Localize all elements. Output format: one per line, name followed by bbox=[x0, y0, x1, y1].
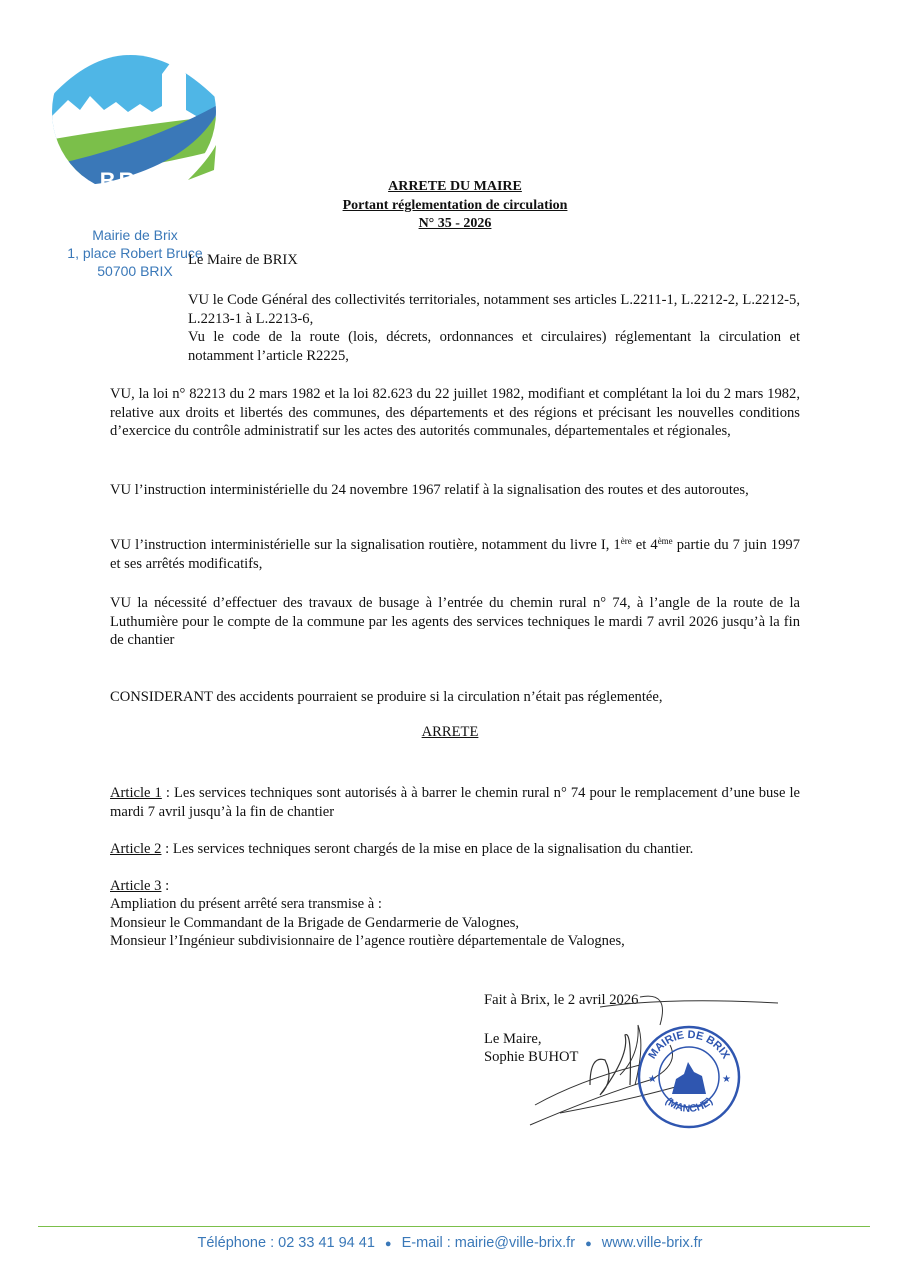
footer-divider bbox=[38, 1226, 870, 1227]
footer-website[interactable]: www.ville-brix.fr bbox=[601, 1235, 703, 1251]
footer-phone: Téléphone : 02 33 41 94 41 bbox=[197, 1235, 375, 1251]
vu-travaux: VU la nécessité d’effectuer des travaux de busage à l’entrée du chemin rural n° 74, à l’angle de la route de la Luthumière pour le compte de la commune par les agents des services techniques le mardi 7 avril 2026 jusqu’à la fin de chantier bbox=[110, 595, 800, 648]
article-1-label: Article 1 bbox=[110, 785, 162, 801]
sup: ème bbox=[657, 536, 673, 546]
article-3 bbox=[110, 877, 800, 896]
arrete-heading: ARRETE bbox=[421, 724, 479, 740]
article-2-text: : Les services techniques seront chargés de la mise en place de la signalisation du chantier. bbox=[161, 841, 694, 857]
vu-code-route: Vu le code de la route (lois, décrets, ordonnances et circulaires) réglementant la circulation et notamment l’article R2225, bbox=[188, 329, 800, 364]
signatory-role: Le Maire, bbox=[484, 1031, 542, 1047]
text: VU l’instruction interministérielle sur la signalisation routière, notamment du livre I, 1 bbox=[110, 537, 621, 553]
svg-text:MAIRIE DE BRIX bbox=[646, 1029, 732, 1062]
bullet-icon: ● bbox=[585, 1238, 592, 1250]
title-line-1: ARRETE DU MAIRE bbox=[388, 179, 522, 194]
svg-text:(MANCHE) bbox=[663, 1095, 715, 1115]
vu-instruction-1967: VU l’instruction interministérielle du 24 novembre 1967 relatif à la signalisation des routes et des autoroutes, bbox=[110, 482, 749, 498]
signatory-name: Sophie BUHOT bbox=[484, 1049, 579, 1065]
address-line: 1, place Robert Bruce bbox=[67, 245, 203, 261]
destinataire-1: Monsieur le Commandant de la Brigade de Gendarmerie de Valognes, bbox=[110, 915, 520, 931]
mairie-stamp bbox=[636, 1024, 742, 1130]
sup: ère bbox=[620, 536, 632, 546]
article-1-text: : Les services techniques sont autorisés à à barrer le chemin rural n° 74 pour le remplacement d’une buse le mardi 7 avril jusqu’à la fin de chantier bbox=[110, 785, 801, 820]
article-3-label: Article 3 bbox=[110, 878, 162, 894]
vu-loi: VU, la loi n° 82213 du 2 mars 1982 et la loi 82.623 du 22 juillet 1982, modifiant et complétant la loi du 2 mars 1982, relative aux droits et libertés des communes, des départements et des régions et précisant les nouvelles conditions d’exercice du contrôle administratif sur les actes des autorités communales, départementales et régionales, bbox=[110, 386, 800, 439]
title-line-2: Portant réglementation de circulation bbox=[342, 198, 568, 213]
text: partie du 7 juin 1997 et ses arrêtés modificatifs, bbox=[110, 537, 800, 572]
stamp-top-text: MAIRIE DE BRIX bbox=[646, 1028, 732, 1062]
intro: Le Maire de BRIX bbox=[188, 252, 298, 268]
stamp-bottom-text: (MANCHE) bbox=[662, 1095, 716, 1116]
article-3-text: : bbox=[161, 878, 170, 894]
article-2 bbox=[110, 840, 800, 859]
address-line: 50700 BRIX bbox=[97, 263, 173, 279]
bullet-icon: ● bbox=[384, 1238, 392, 1250]
footer-contact bbox=[0, 1235, 900, 1251]
considerant: CONSIDERANT des accidents pourraient se produire si la circulation n’était pas réglementée, bbox=[110, 689, 663, 705]
vu-cgct: VU le Code Général des collectivités territoriales, notamment ses articles L.2211-1, L.2212-2, L.2212-5, L.2213-1 à L.2213-6, bbox=[188, 292, 800, 327]
article-1 bbox=[110, 784, 800, 821]
svg-text:★: ★ bbox=[648, 1074, 657, 1085]
place-date: Fait à Brix, le 2 avril 2026 bbox=[484, 992, 639, 1008]
ampliation: Ampliation du présent arrêté sera transmise à : bbox=[110, 896, 382, 912]
title-line-3: N° 35 - 2026 bbox=[418, 216, 492, 231]
text: et 4 bbox=[631, 537, 658, 553]
destinataire-2: Monsieur l’Ingénieur subdivisionnaire de l’agence routière départementale de Valognes, bbox=[110, 933, 625, 949]
vu-instruction-signalisation bbox=[110, 536, 800, 573]
article-2-label: Article 2 bbox=[110, 841, 162, 857]
address-line: Mairie de Brix bbox=[92, 227, 178, 243]
svg-text:★: ★ bbox=[722, 1074, 731, 1085]
brix-logo bbox=[28, 30, 228, 200]
footer-email[interactable]: E-mail : mairie@ville-brix.fr bbox=[401, 1235, 576, 1251]
logo-text: BRIX bbox=[99, 168, 165, 193]
